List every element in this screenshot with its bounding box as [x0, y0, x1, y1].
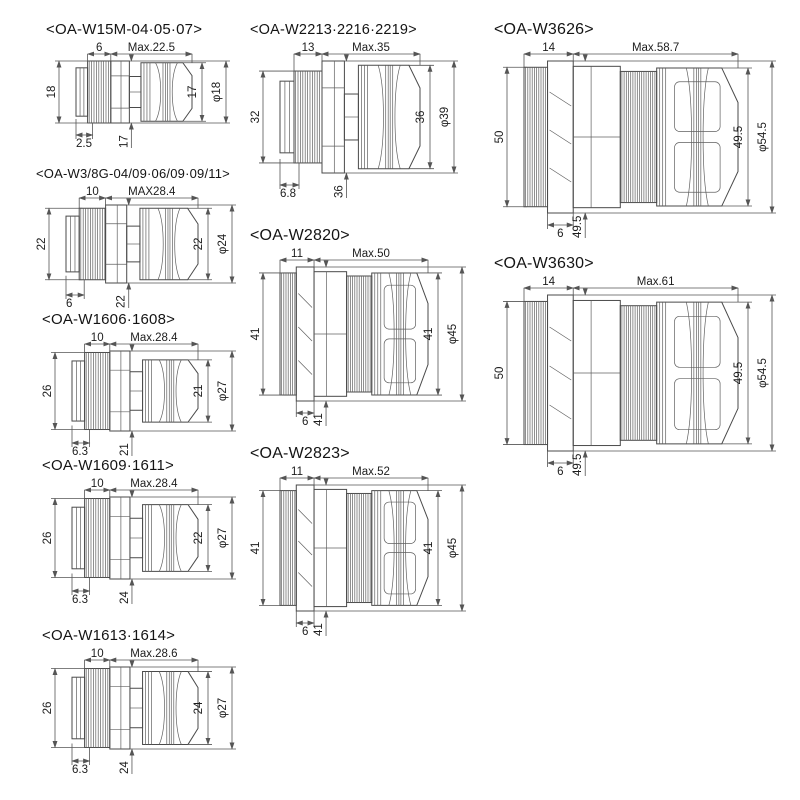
- svg-text:17: 17: [118, 135, 131, 148]
- drawing-title: <OA-W1609·1611>: [42, 457, 174, 474]
- svg-text:50: 50: [494, 366, 506, 380]
- svg-text:11: 11: [291, 248, 303, 260]
- svg-text:MAX28.4: MAX28.4: [128, 186, 176, 198]
- drawing-oa-w2823: [250, 444, 478, 642]
- drawing-oa-w2820: [250, 226, 478, 432]
- svg-text:6: 6: [95, 42, 103, 54]
- svg-text:Max.28.6: Max.28.6: [130, 648, 178, 660]
- svg-text:36: 36: [415, 110, 427, 124]
- drawing-title: <OA-W1606·1608>: [42, 311, 176, 328]
- drawing-title: <OA-W3626>: [494, 21, 594, 38]
- svg-text:10: 10: [90, 478, 104, 490]
- svg-text:Max.58.7: Max.58.7: [631, 42, 680, 54]
- drawing-title: <OA-W2823>: [250, 445, 350, 462]
- svg-text:41: 41: [250, 541, 262, 555]
- svg-text:14: 14: [542, 42, 556, 54]
- svg-text:21: 21: [193, 384, 205, 398]
- svg-text:Max.50: Max.50: [352, 248, 390, 260]
- svg-text:10: 10: [86, 186, 99, 198]
- svg-text:2.5: 2.5: [76, 138, 92, 149]
- svg-text:φ39: φ39: [439, 106, 451, 128]
- svg-text:φ18: φ18: [211, 81, 223, 103]
- svg-text:14: 14: [542, 276, 556, 288]
- svg-text:26: 26: [42, 701, 54, 715]
- svg-text:10: 10: [90, 332, 104, 344]
- connector-diagram: [42, 331, 248, 462]
- svg-text:41: 41: [423, 327, 435, 341]
- svg-text:36: 36: [333, 185, 346, 198]
- drawing-oa-w1613-1614: [42, 626, 248, 780]
- connector-diagram: [250, 41, 470, 204]
- drawing-title: <OA-W15M-04·05·07>: [46, 21, 203, 38]
- svg-text:26: 26: [42, 531, 54, 545]
- connector-diagram: [42, 647, 248, 780]
- svg-text:Max.28.4: Max.28.4: [130, 478, 178, 490]
- svg-text:φ27: φ27: [217, 380, 229, 402]
- svg-text:Max.52: Max.52: [352, 466, 390, 478]
- drawing-title: <OA-W3/8G-04/09·06/09·09/11>: [36, 166, 230, 181]
- drawing-oa-w1609-1611: [42, 456, 248, 610]
- svg-text:21: 21: [118, 443, 131, 456]
- connector-diagram: [36, 185, 248, 314]
- svg-text:φ24: φ24: [217, 233, 229, 255]
- svg-text:6: 6: [301, 416, 309, 427]
- connector-diagram: [42, 477, 248, 610]
- svg-text:49.5: 49.5: [572, 215, 585, 238]
- connector-diagram: [494, 41, 788, 244]
- svg-text:6.3: 6.3: [72, 764, 88, 775]
- svg-text:41: 41: [313, 623, 326, 636]
- svg-text:22: 22: [193, 531, 205, 545]
- svg-text:24: 24: [118, 591, 131, 604]
- svg-text:Max.61: Max.61: [636, 276, 675, 288]
- drawing-title: <OA-W1613·1614>: [42, 627, 176, 644]
- svg-text:φ27: φ27: [217, 697, 229, 719]
- svg-text:φ54.5: φ54.5: [757, 358, 769, 388]
- drawing-oa-w1606-1608: [42, 310, 248, 462]
- svg-text:22: 22: [193, 237, 205, 251]
- svg-text:6: 6: [66, 298, 73, 309]
- svg-text:6: 6: [301, 626, 309, 637]
- connector-diagram: [494, 275, 788, 482]
- svg-text:49.5: 49.5: [733, 361, 745, 385]
- svg-text:13: 13: [301, 42, 315, 54]
- drawing-oa-w15m-04-05-07: [46, 20, 242, 154]
- svg-text:49.5: 49.5: [572, 453, 585, 476]
- svg-text:6.3: 6.3: [72, 446, 88, 457]
- svg-text:φ54.5: φ54.5: [757, 122, 769, 152]
- drawing-title: <OA-W3630>: [494, 255, 594, 272]
- svg-text:6: 6: [557, 228, 564, 239]
- svg-text:10: 10: [90, 648, 104, 660]
- drawing-title: <OA-W2213·2216·2219>: [250, 22, 417, 38]
- svg-text:32: 32: [250, 110, 262, 124]
- svg-text:50: 50: [494, 130, 506, 144]
- svg-text:Max.22.5: Max.22.5: [127, 42, 176, 54]
- svg-text:6: 6: [557, 466, 564, 477]
- svg-text:φ27: φ27: [217, 527, 229, 549]
- svg-text:φ45: φ45: [447, 537, 459, 559]
- svg-text:41: 41: [423, 541, 435, 555]
- svg-text:6.8: 6.8: [280, 188, 296, 199]
- drawing-oa-w2213-2216-2219: [250, 20, 470, 204]
- connector-diagram: [46, 41, 242, 154]
- drawing-oa-w3626: [494, 20, 788, 244]
- svg-text:11: 11: [291, 466, 303, 478]
- connector-diagram: [250, 247, 478, 432]
- svg-text:49.5: 49.5: [733, 125, 745, 149]
- svg-text:41: 41: [250, 327, 262, 341]
- svg-text:Max.28.4: Max.28.4: [130, 332, 178, 344]
- svg-text:6.3: 6.3: [72, 594, 88, 605]
- svg-text:41: 41: [313, 413, 326, 426]
- drawing-title: <OA-W2820>: [250, 227, 350, 244]
- svg-text:Max.35: Max.35: [352, 42, 390, 54]
- svg-text:24: 24: [193, 701, 205, 715]
- svg-text:17: 17: [187, 85, 199, 99]
- drawing-oa-w3630: [494, 254, 788, 482]
- svg-text:22: 22: [115, 295, 128, 308]
- drawing-oa-w3-8g: [36, 164, 248, 314]
- svg-text:18: 18: [46, 85, 58, 99]
- svg-text:26: 26: [42, 384, 54, 398]
- svg-text:24: 24: [118, 761, 131, 774]
- svg-text:φ45: φ45: [447, 323, 459, 345]
- connector-diagram: [250, 465, 478, 642]
- svg-text:22: 22: [36, 237, 48, 251]
